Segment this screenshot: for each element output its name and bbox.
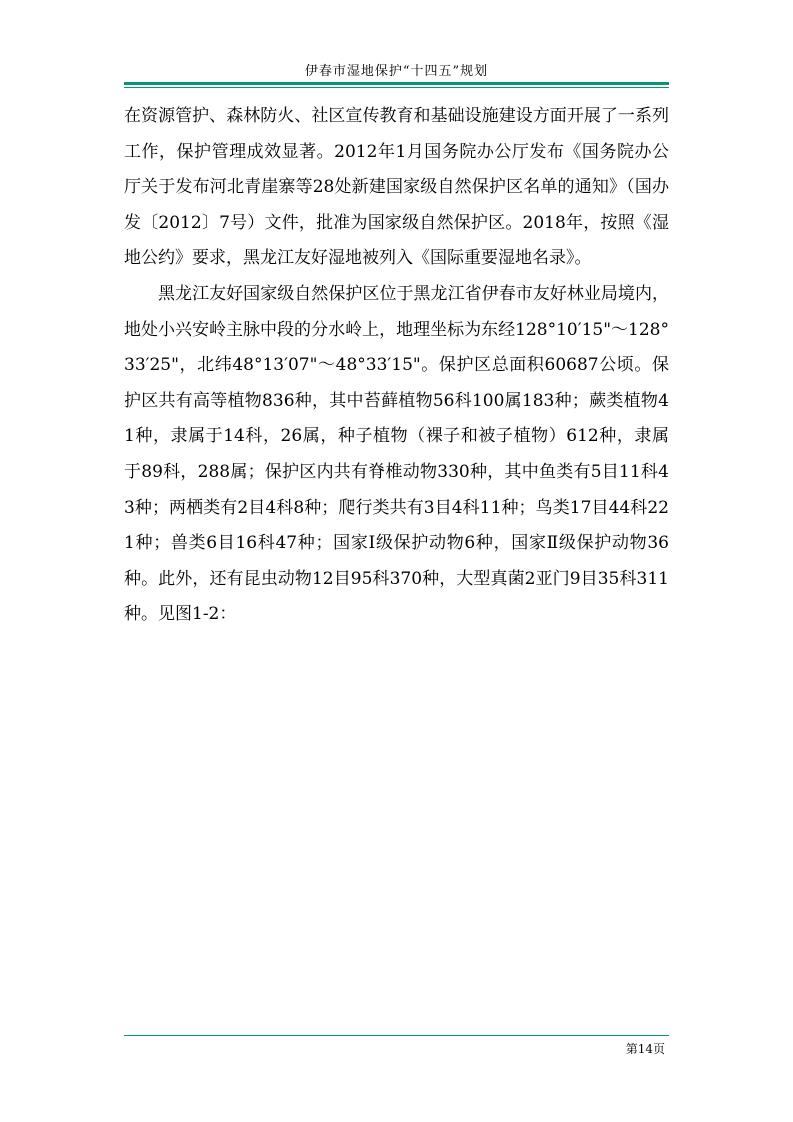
page-number: 第14页 (625, 1042, 665, 1056)
header-rule-secondary (124, 87, 669, 88)
body-text (124, 99, 669, 633)
paragraph-reserve-overview: 黑龙江友好国家级自然保护区位于黑龙江省伊春市友好林业局境内，地处小兴安岭主脉中段的分水岭上，地理坐标为东经128°10′15"～128°33′25"，北纬48°13′07"～48°33′15"。保护区总面积60687公顷。保护区共有高等植物836种，其中苔藓植物56科100属183种；蕨类植物41种，隶属于14科，26属，种子植物（裸子和被子植物）612种，隶属于89科，288属；保护区内共有脊椎动物330种，其中鱼类有5目11科43种；两栖类有2目4科8种；爬行类共有3目4科11种；鸟类17目44科221种；兽类6目16科47种；国家Ⅰ级保护动物6种，国家Ⅱ级保护动物36种。此外，还有昆虫动物12目95科370种，大型真菌2亚门9目35科311种。见图1-2： (124, 283, 669, 625)
paragraph-continuation: 在资源管护、森林防火、社区宣传教育和基础设施建设方面开展了一系列工作，保护管理成效显著。2012年1月国务院办公厅发布《国务院办公厅关于发布河北青崖寨等28处新建国家级自然保护区名单的通知》（国办发〔2012〕7号）文件，批准为国家级自然保护区。2018年，按照《湿地公约》要求，黑龙江友好湿地被列入《国际重要湿地名录》。 (124, 106, 669, 269)
running-header-title: 伊春市湿地保护“十四五”规划 (304, 64, 489, 79)
header-rule (124, 82, 669, 85)
footer-rule (124, 1035, 669, 1036)
